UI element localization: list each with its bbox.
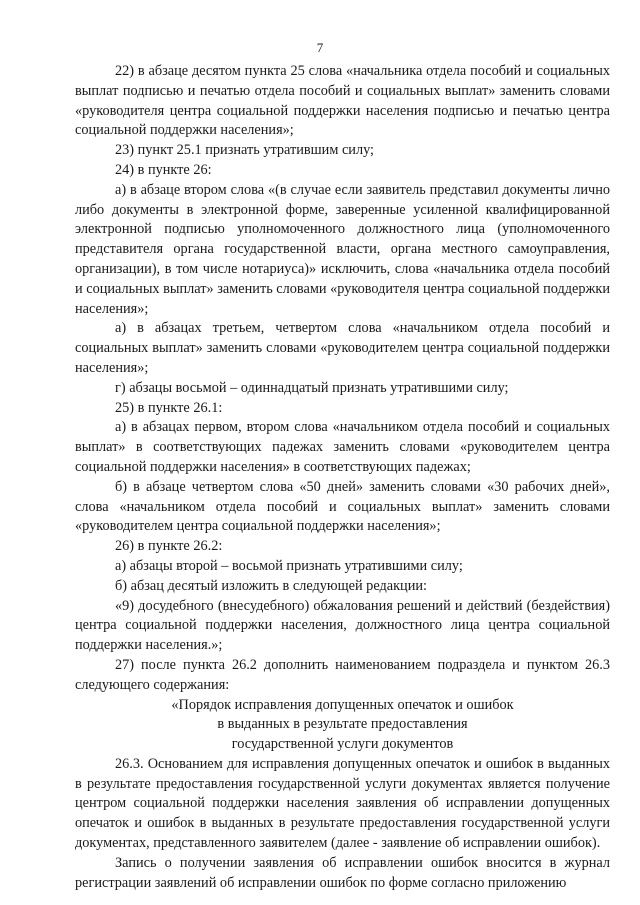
paragraph: 26.3. Основанием для исправления допущенных опечаток и ошибок в выданных в результате предоставления государственной услуги документах является получение центром социальной поддержки населения заявления об исправлении допущенных опечаток и ошибок в выданных в результате предоставления государственной услуги документах, представленного заявителем (далее - заявление об исправлении ошибок). <box>75 755 610 852</box>
paragraph: Запись о получении заявления об исправлении ошибок вносится в журнал регистрации заявлений об исправлении ошибок по форме согласно приложению <box>75 854 610 891</box>
page-number: 7 <box>316 40 324 55</box>
paragraph: г) абзацы восьмой – одиннадцатый признать утратившими силу; <box>115 379 509 396</box>
subsection-heading-line: «Порядок исправления допущенных опечаток и ошибок <box>171 696 514 713</box>
paragraph: а) абзацы второй – восьмой признать утратившими силу; <box>115 557 463 574</box>
paragraph: 26) в пункте 26.2: <box>115 538 223 555</box>
paragraph: б) в абзаце четвертом слова «50 дней» заменить словами «30 рабочих дней», слова «начальником отдела пособий и социальных выплат» заменить словами «руководителем центра социальной поддержки населения»; <box>75 478 610 535</box>
paragraph: 24) в пункте 26: <box>115 161 212 178</box>
paragraph: 25) в пункте 26.1: <box>115 399 223 416</box>
paragraph: «9) досудебного (внесудебного) обжалования решений и действий (бездействия) центра социальной поддержки населения, должностного лица центра социальной поддержки населения.»; <box>75 597 610 654</box>
paragraph: 27) после пункта 26.2 дополнить наименованием подраздела и пунктом 26.3 следующего содержания: <box>75 656 610 693</box>
document-body <box>75 62 610 893</box>
paragraph: а) в абзаце втором слова «(в случае если заявитель представил документы лично либо документы в электронной форме, заверенные усиленной квалифицированной электронной подписью уполномоченного должностного лица (уполномоченного представителя органа государственной власти, органа местного самоуправления, организации), в том числе нотариуса)» исключить, слова «начальника отдела пособий и социальных выплат» заменить словами «руководителя центра социальной поддержки населения»; <box>75 181 610 317</box>
paragraph: 23) пункт 25.1 признать утратившим силу; <box>115 142 375 159</box>
subsection-heading-line: в выданных в результате предоставления <box>217 716 468 733</box>
paragraph: 22) в абзаце десятом пункта 25 слова «начальника отдела пособий и социальных выплат подписью и печатью отдела пособий и социальных выплат» заменить словами «руководителя центра социальной поддержки населения подписью и печатью центра социальной поддержки населения»; <box>75 63 610 139</box>
paragraph: б) абзац десятый изложить в следующей редакции: <box>115 577 427 594</box>
paragraph: а) в абзацах первом, втором слова «начальником отдела пособий и социальных выплат» в соответствующих падежах заменить словами «руководителем центра социальной поддержки населения» в соответствующих падежах; <box>75 419 610 475</box>
subsection-heading-line: государственной услуги документов <box>231 736 454 753</box>
paragraph: а) в абзацах третьем, четвертом слова «начальником отдела пособий и социальных выплат» заменить словами «руководителем центра социальной поддержки населения»; <box>75 320 610 376</box>
